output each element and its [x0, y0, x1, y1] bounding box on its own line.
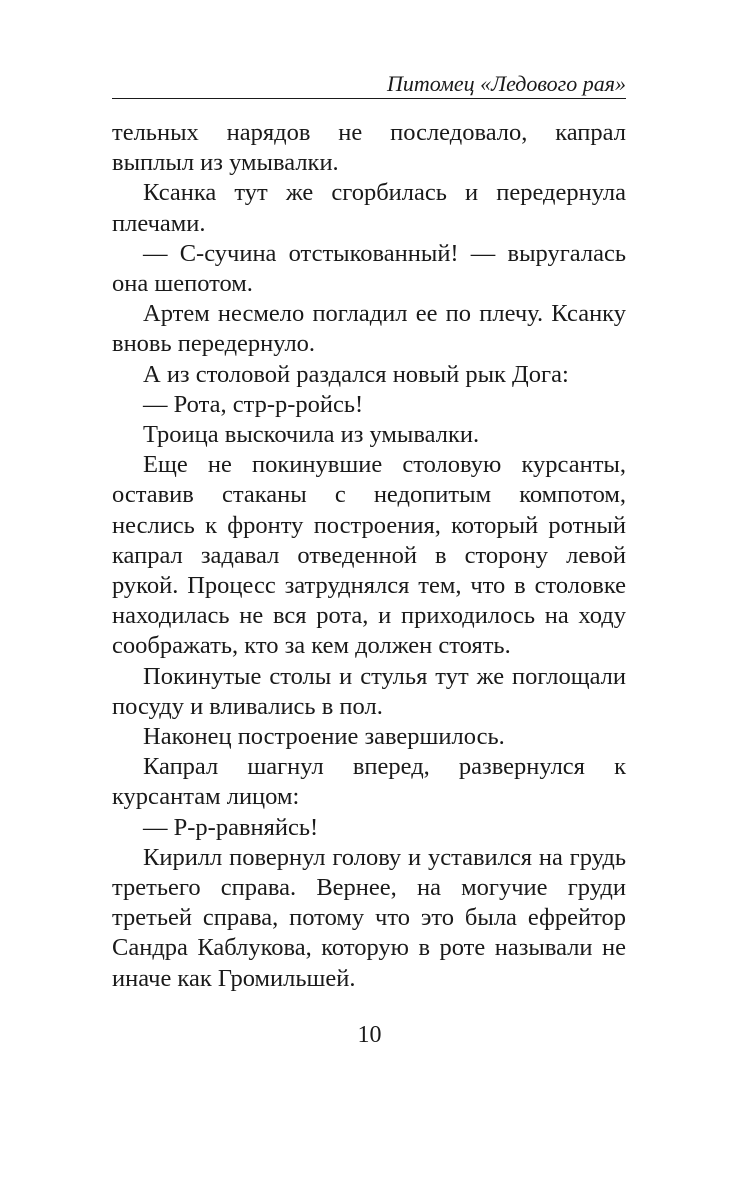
running-title: Питомец «Ледового рая» — [386, 71, 626, 96]
paragraph: Кирилл повернул голову и уставился на грудь третьего справа. Вернее, на могучие груди третьей справа, потому что это была ефрейтор Сандра Каблукова, которую в роте называли не иначе как Громильшей. — [112, 843, 626, 992]
running-header — [112, 70, 626, 99]
paragraph: — С-сучина отстыкованный! — выругалась она шепотом. — [112, 239, 626, 298]
paragraph: Капрал шагнул вперед, развернулся к курсантам лицом: — [112, 753, 626, 811]
paragraph: Ксанка тут же сгорбилась и передернула плечами. — [112, 179, 626, 237]
paragraph: Покинутые столы и стулья тут же поглощали посуду и вливались в пол. — [112, 662, 626, 720]
paragraph: Троица выскочила из умывалки. — [143, 421, 480, 449]
paragraph: — Р-р-равняйсь! — [143, 813, 319, 841]
paragraph: Артем несмело погладил ее по плечу. Ксанку вновь передернуло. — [112, 300, 626, 358]
paragraph: А из столовой раздался новый рык Дога: — [143, 360, 569, 388]
body-text — [112, 118, 626, 994]
page-number: 10 — [357, 1022, 382, 1048]
paragraph: Еще не покинувшие столовую курсанты, оставив стаканы с недопитым компотом, неслись к фронту построения, который ротный капрал задавал отведенной в сторону левой рукой. Процесс затруднялся тем, что в столовке находилась не вся рота, и приходилось на ходу соображать, кто за кем должен стоять. — [112, 451, 626, 660]
paragraph: Наконец построение завершилось. — [143, 723, 505, 751]
paragraph: — Рота, стр-р-ройсь! — [143, 390, 364, 418]
paragraph: тельных нарядов не последовало, капрал выплыл из умывалки. — [112, 119, 626, 177]
